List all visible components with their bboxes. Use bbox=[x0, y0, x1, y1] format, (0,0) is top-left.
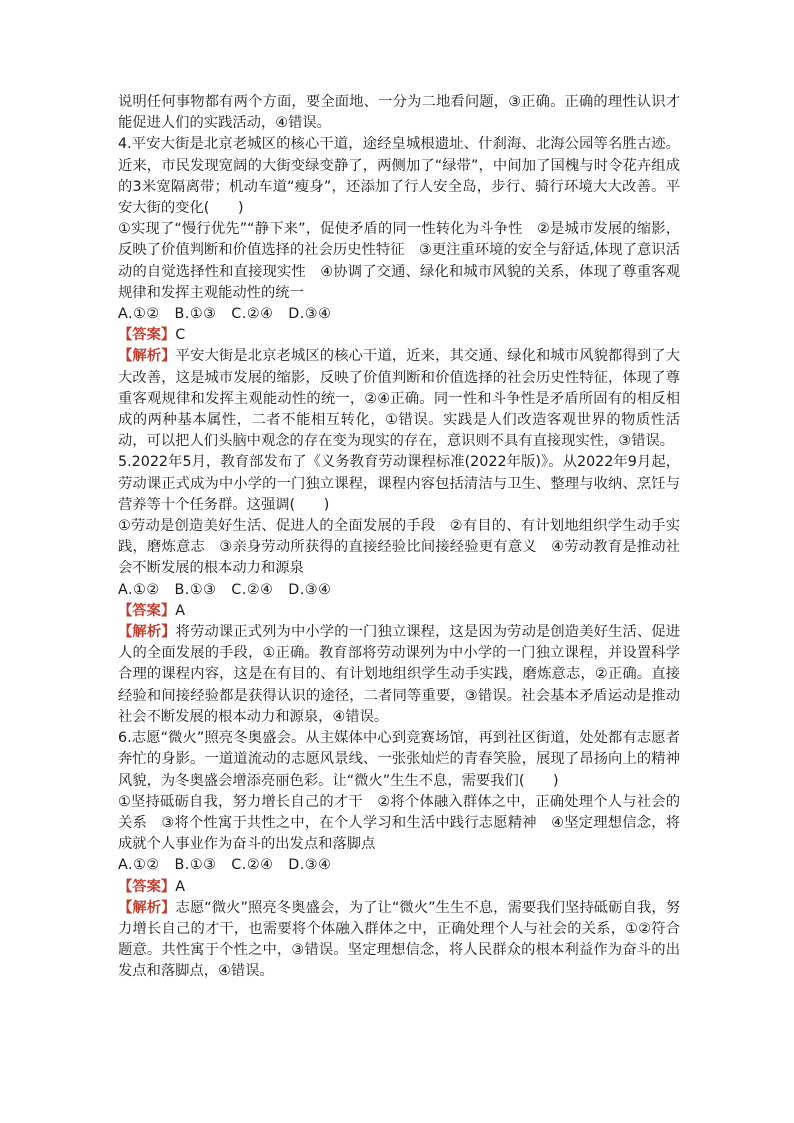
analysis-text: 志愿“微火”照亮冬奥盛会，为了让“微火”生生不息，需要我们坚持砥砺自我，努力增长自己的才干，也需要将个体融入群体之中，正确处理个人与社会的关系，①②符合题意。共性寓于个性之中，③错误。坚定理想信念，将人民群众的根本利益作为奋斗的出发点和落脚点，④错误。 bbox=[118, 899, 681, 980]
question-4 bbox=[118, 134, 680, 452]
analysis-tag: 【解析】 bbox=[118, 348, 176, 365]
answer-choices: A.①② B.①③ C.②④ D.③④ bbox=[118, 306, 332, 323]
question-stem: 6.志愿“微火”照亮冬奥盛会。从主媒体中心到竞赛场馆，再到社区街道，处处都有志愿者奔忙的身影。一道道流动的志愿风景线、一张张灿烂的青春笑脸，展现了昂扬向上的精神风貌，为冬奥盛会增添亮丽色彩。让“微火”生生不息，需要我们( ) bbox=[118, 730, 680, 789]
answer-value: A bbox=[175, 602, 185, 619]
analysis-tag: 【解析】 bbox=[118, 624, 176, 641]
answer-value: A bbox=[175, 878, 185, 895]
analysis-line bbox=[118, 346, 680, 452]
answer-tag: 【答案】 bbox=[118, 602, 176, 619]
answer-line bbox=[118, 325, 680, 346]
question-stem: 5.2022年5月，教育部发布了《义务教育劳动课程标准(2022年版)》。从2022年9月起，劳动课正式成为中小学的一门独立课程，课程内容包括清洁与卫生、整理与收纳、烹饪与营养等十个任务群。这强调( ) bbox=[118, 454, 680, 513]
answer-choices: A.①② B.①③ C.②④ D.③④ bbox=[118, 857, 332, 874]
answer-choices: A.①② B.①③ C.②④ D.③④ bbox=[118, 581, 332, 598]
answer-tag: 【答案】 bbox=[118, 878, 176, 895]
answer-tag: 【答案】 bbox=[118, 327, 176, 344]
question-stem: 4.平安大街是北京老城区的核心干道，途经皇城根遗址、什刹海、北海公园等名胜古迹。近来，市民发现宽阔的大街变绿变静了，两侧加了“绿带”，中间加了国槐与时令花卉组成的3米宽隔离带；机动车道“瘦身”，还添加了行人安全岛，步行、骑行环境大大改善。平安大街的变化( ) bbox=[118, 136, 680, 217]
question-6 bbox=[118, 728, 680, 982]
answer-line bbox=[118, 601, 680, 622]
document-page bbox=[118, 92, 680, 983]
analysis-text: 平安大街是北京老城区的核心干道，近来，其交通、绿化和城市风貌都得到了大大改善，这是城市发展的缩影，反映了价值判断和价值选择的社会历史性特征，体现了尊重客观规律和发挥主观能动性的统一，②④正确。同一性和斗争性是矛盾所固有的相反相成的两种基本属性，二者不能相互转化，①错误。实践是人们改造客观世界的物质性活动，可以把人们头脑中观念的存在变为现实的存在，意识则不具有直接现实性，③错误。 bbox=[118, 348, 680, 450]
answer-value: C bbox=[175, 327, 186, 344]
previous-analysis-continuation: 说明任何事物都有两个方面，要全面地、一分为二地看问题，③正确。正确的理性认识才能促进人们的实践活动，④错误。 bbox=[118, 94, 680, 132]
analysis-line bbox=[118, 622, 680, 728]
analysis-line bbox=[118, 898, 680, 983]
answer-line bbox=[118, 877, 680, 898]
question-options: ①劳动是创造美好生活、促进人的全面发展的手段 ②有目的、有计划地组织学生动手实践，磨炼意志 ③亲身劳动所获得的直接经验比间接经验更有意义 ④劳动教育是推动社会不断发展的根本动力和源泉 bbox=[118, 518, 680, 577]
analysis-tag: 【解析】 bbox=[118, 899, 176, 916]
question-options: ①坚持砥砺自我，努力增长自己的才干 ②将个体融入群体之中，正确处理个人与社会的关系 ③将个性寓于共性之中，在个人学习和生活中践行志愿精神 ④坚定理想信念，将成就个人事业作为奋斗的出发点和落脚点 bbox=[118, 793, 680, 853]
question-options: ①实现了“慢行优先”“静下来”，促使矛盾的同一性转化为斗争性 ②是城市发展的缩影，反映了价值判断和价值选择的社会历史性特征 ③更注重环境的安全与舒适,体现了意识活动的自觉选择性和直接现实性 ④协调了交通、绿化和城市风貌的关系，体现了尊重客观规律和发挥主观能动性的统一 bbox=[118, 221, 680, 301]
question-5 bbox=[118, 452, 680, 728]
analysis-text: 将劳动课正式列为中小学的一门独立课程，这是因为劳动是创造美好生活、促进人的全面发展的手段，①正确。教育部将劳动课列为中小学的一门独立课程，并设置科学合理的课程内容，这是在有目的、有计划地组织学生动手实践，磨炼意志，②正确。直接经验和间接经验都是获得认识的途径，二者同等重要，③错误。社会基本矛盾运动是推动社会不断发展的根本动力和源泉，④错误。 bbox=[118, 624, 680, 725]
